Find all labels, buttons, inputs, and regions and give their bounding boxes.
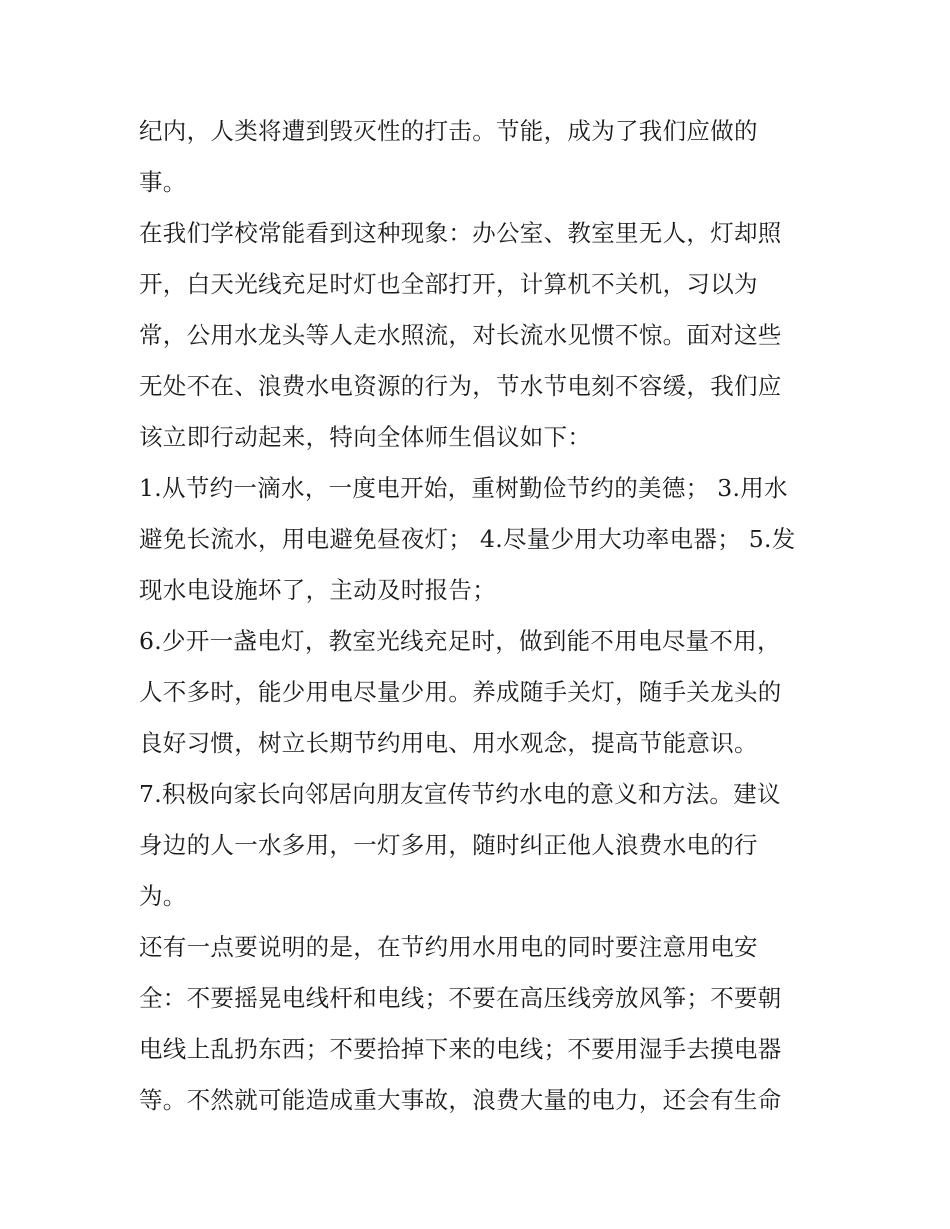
text-line: 电线上乱扔东西；不要拾掉下来的电线；不要用湿手去摸电器 (139, 1035, 782, 1063)
text-line: 该立即行动起来，特向全体师生倡议如下： (139, 423, 592, 451)
text-line: 事。 (139, 168, 187, 196)
text-line: 纪内，人类将遭到毁灭性的打击。节能，成为了我们应做的 (139, 117, 758, 145)
text-line: 人不多时，能少用电尽量少用。养成随手关灯，随手关龙头的 (139, 678, 782, 706)
text-line: 避免长流水，用电避免昼夜灯； 4.尽量少用大功率电器； 5.发 (139, 525, 796, 553)
text-line: 在我们学校常能看到这种现象：办公室、教室里无人，灯却照 (139, 219, 782, 247)
text-line: 为。 (139, 882, 187, 910)
text-line: 1.从节约一滴水，一度电开始，重树勤俭节约的美德； 3.用水 (139, 474, 788, 502)
text-line: 现水电设施坏了，主动及时报告； (139, 576, 496, 604)
text-line: 良好习惯，树立长期节约用电、用水观念，提高节能意识。 (139, 729, 758, 757)
text-line: 无处不在、浪费水电资源的行为，节水节电刻不容缓，我们应 (139, 372, 782, 400)
document-body (139, 106, 819, 1126)
text-line: 身边的人一水多用，一灯多用，随时纠正他人浪费水电的行 (139, 831, 758, 859)
text-line: 7.积极向家长向邻居向朋友宣传节约水电的意义和方法。建议 (139, 780, 781, 808)
text-line: 全：不要摇晃电线杆和电线；不要在高压线旁放风筝；不要朝 (139, 984, 782, 1012)
text-line: 6.少开一盏电灯，教室光线充足时，做到能不用电尽量不用， (139, 627, 781, 655)
text-line: 开，白天光线充足时灯也全部打开，计算机不关机，习以为 (139, 270, 758, 298)
text-line: 常，公用水龙头等人走水照流，对长流水见惯不惊。面对这些 (139, 321, 782, 349)
text-line: 等。不然就可能造成重大事故，浪费大量的电力，还会有生命 (139, 1086, 782, 1114)
text-line: 还有一点要说明的是，在节约用水用电的同时要注意用电安 (139, 933, 758, 961)
